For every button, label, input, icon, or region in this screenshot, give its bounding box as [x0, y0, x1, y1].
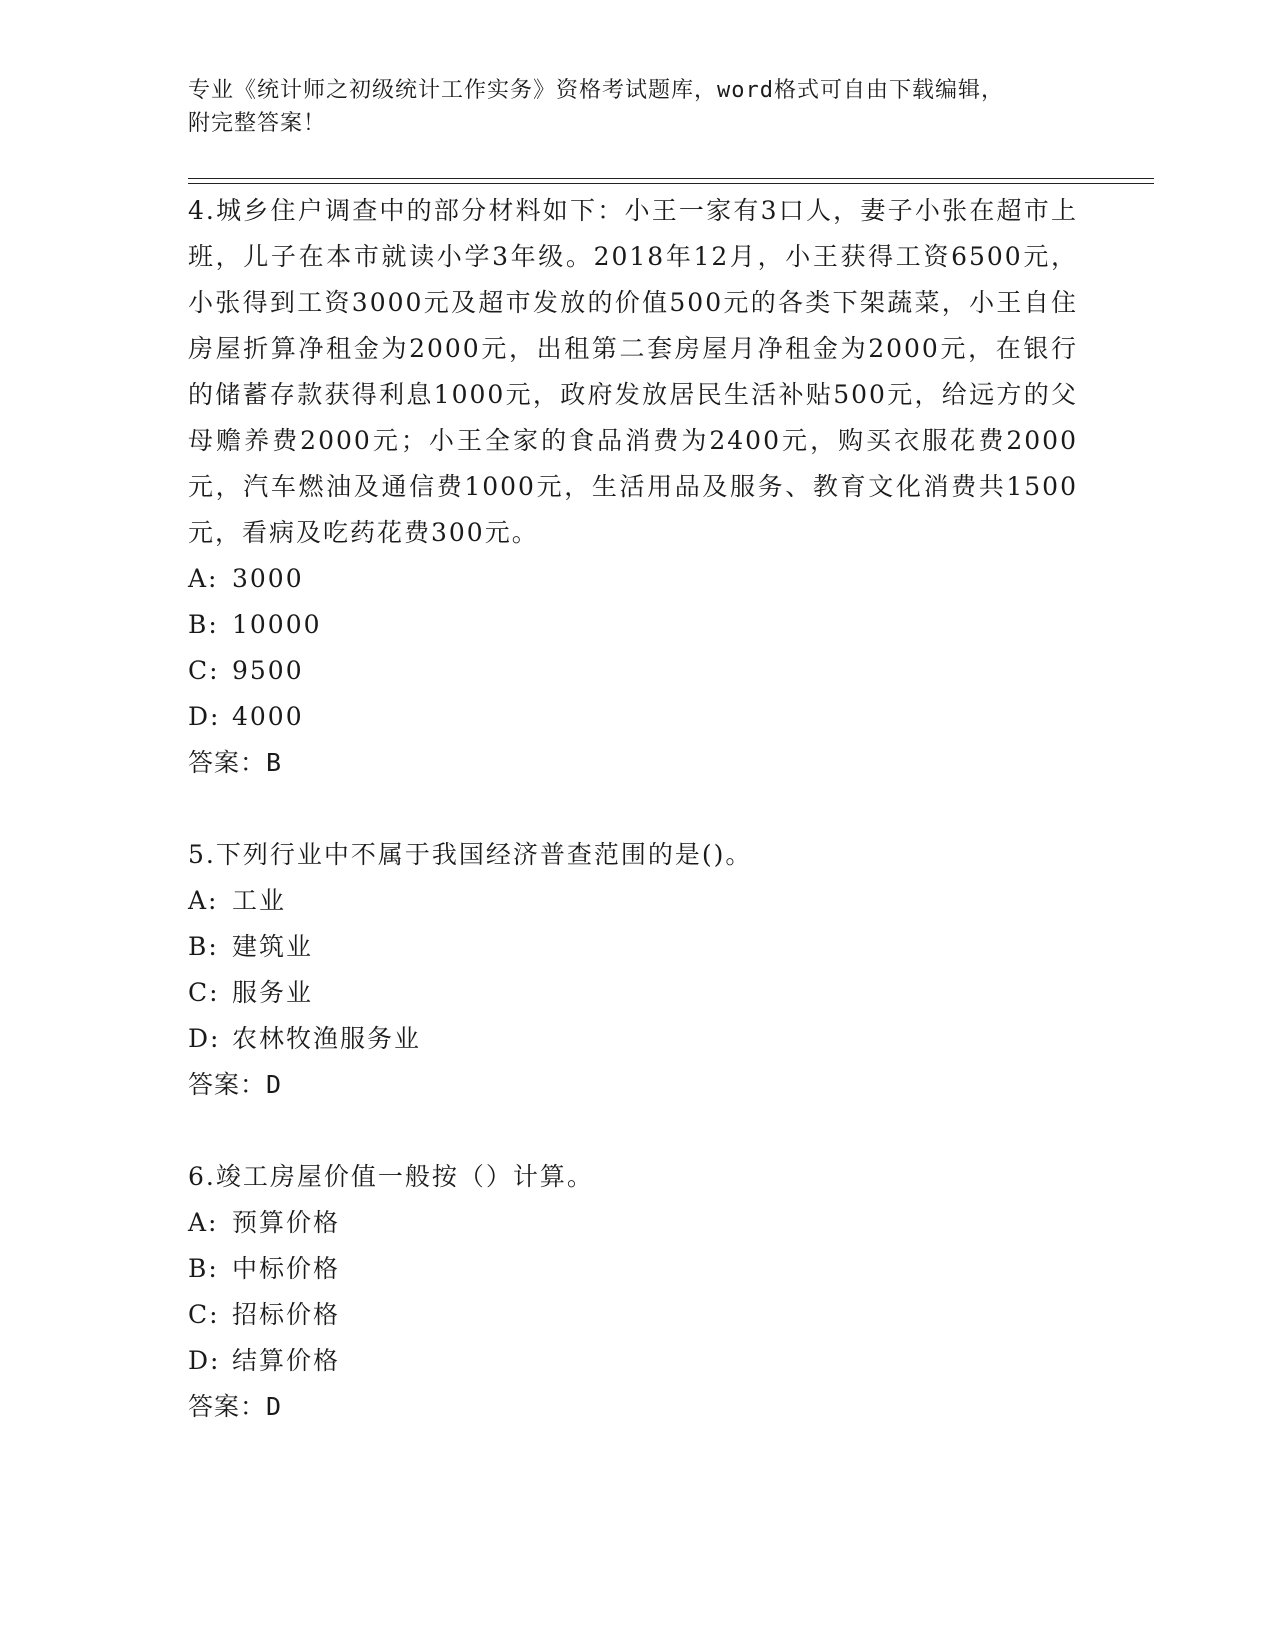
option-text: 中标价格 [232, 1254, 341, 1283]
option-c [188, 648, 1078, 694]
question-list [188, 188, 1078, 1430]
answer-line: 答案：B [188, 748, 283, 777]
option-text: 服务业 [232, 978, 314, 1007]
answer-line: 答案：D [188, 1070, 283, 1099]
option-a [188, 556, 1078, 602]
question-text: 4.城乡住户调查中的部分材料如下：小王一家有3口人，妻子小张在超市上班，儿子在本市就读小学3年级。2018年12月，小王获得工资6500元，小张得到工资3000元及超市发放的价值500元的各类下架蔬菜，小王自住房屋折算净租金为2000元，出租第二套房屋月净租金为2000元，在银行的储蓄存款获得利息1000元，政府发放居民生活补贴500元，给远方的父母赡养费2000元；小王全家的食品消费为2400元，购买衣服花费2000元，汽车燃油及通信费1000元，生活用品及服务、教育文化消费共1500元，看病及吃药花费300元。 [188, 196, 1078, 547]
option-b [188, 1246, 1078, 1292]
question-spacer [188, 786, 1078, 832]
option-letter: D: [188, 1346, 221, 1375]
option-b [188, 924, 1078, 970]
option-text: 结算价格 [232, 1346, 341, 1375]
question-spacer [188, 1108, 1078, 1154]
question-text: 5.下列行业中不属于我国经济普查范围的是()。 [188, 840, 753, 869]
option-a [188, 1200, 1078, 1246]
option-text: 工业 [232, 886, 287, 915]
answer-line: 答案：D [188, 1392, 283, 1421]
option-letter: C: [188, 656, 220, 685]
option-letter: B: [188, 610, 219, 639]
option-c [188, 1292, 1078, 1338]
option-text: 10000 [232, 610, 322, 639]
question-text: 6.竣工房屋价值一般按（）计算。 [188, 1162, 594, 1191]
question-5 [188, 832, 1078, 1108]
option-letter: C: [188, 1300, 220, 1329]
header-divider-bottom [188, 183, 1154, 184]
option-letter: A: [188, 1208, 219, 1237]
option-b [188, 602, 1078, 648]
option-text: 4000 [232, 702, 304, 731]
option-text: 农林牧渔服务业 [232, 1024, 422, 1053]
option-letter: A: [188, 564, 219, 593]
option-c [188, 970, 1078, 1016]
option-letter: D: [188, 702, 221, 731]
option-d [188, 1338, 1078, 1384]
option-text: 3000 [232, 564, 304, 593]
option-letter: B: [188, 1254, 219, 1283]
option-a [188, 878, 1078, 924]
option-letter: D: [188, 1024, 221, 1053]
option-text: 9500 [232, 656, 304, 685]
header-line-1: 专业《统计师之初级统计工作实务》资格考试题库，word格式可自由下载编辑， [188, 78, 1004, 103]
document-header [188, 74, 1088, 140]
header-line-2: 附完整答案！ [188, 111, 327, 136]
question-4 [188, 188, 1078, 786]
option-text: 建筑业 [232, 932, 314, 961]
option-letter: A: [188, 886, 219, 915]
option-letter: B: [188, 932, 219, 961]
option-text: 预算价格 [232, 1208, 341, 1237]
option-d [188, 694, 1078, 740]
option-d [188, 1016, 1078, 1062]
option-letter: C: [188, 978, 220, 1007]
option-text: 招标价格 [232, 1300, 341, 1329]
question-6 [188, 1154, 1078, 1430]
header-divider-top [188, 178, 1154, 179]
